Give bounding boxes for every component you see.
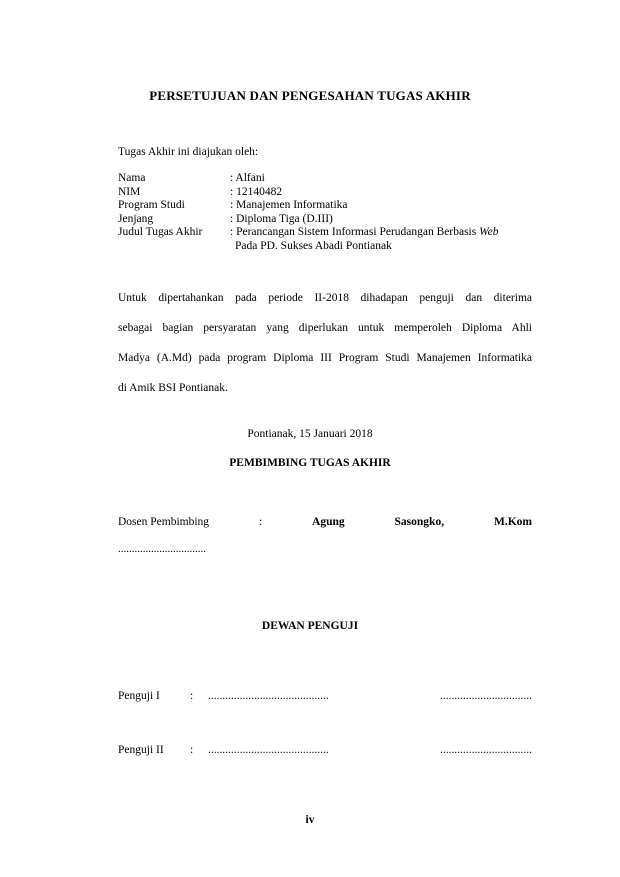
- info-value: : Alfani: [230, 172, 265, 184]
- penguji-name-line: ..........................................: [208, 744, 329, 756]
- penguji-row-1: [118, 690, 532, 702]
- penguji-signature-line: ................................: [440, 744, 532, 756]
- info-label: Program Studi: [118, 199, 185, 212]
- info-row-nim: [118, 186, 530, 200]
- date-place: Pontianak, 15 Januari 2018: [247, 428, 373, 440]
- dosen-name-part: M.Kom: [493, 516, 532, 528]
- document-title: PERSETUJUAN DAN PENGESAHAN TUGAS AKHIR: [149, 88, 471, 103]
- body-line: sebagai bagian persyaratan yang diperlukan untuk memperoleh Diploma Ahli: [118, 322, 532, 334]
- penguji-label: Penguji I: [118, 690, 160, 702]
- student-info: [118, 172, 530, 254]
- dewan-heading: DEWAN PENGUJI: [261, 620, 359, 632]
- penguji-colon: :: [190, 690, 194, 702]
- info-label: Jenjang: [118, 212, 154, 225]
- penguji-row-2: [118, 744, 532, 756]
- info-row-program-studi: [118, 199, 530, 213]
- judul-italic: Web: [479, 226, 499, 239]
- body-line: Madya (A.Md) pada program Diploma III Program Studi Manajemen Informatika: [118, 352, 532, 364]
- pembimbing-heading: PEMBIMBING TUGAS AKHIR: [229, 457, 391, 469]
- info-row-nama: [118, 172, 530, 186]
- judul-continuation: Pada PD. Sukses Abadi Pontianak: [235, 239, 392, 252]
- dosen-name-part: Agung: [312, 516, 345, 528]
- dosen-name-part: Sasongko,: [394, 516, 445, 528]
- penguji-signature-line: ................................: [440, 690, 532, 702]
- judul-text: : Perancangan Sistem Informasi Perudangan Berbasis: [230, 226, 480, 239]
- penguji-name-line: ..........................................: [208, 690, 329, 702]
- info-value: : Diploma Tiga (D.III): [230, 212, 333, 225]
- info-value: : 12140482: [230, 185, 283, 198]
- dosen-signature-line: ................................: [118, 543, 206, 555]
- info-value: : Manajemen Informatika: [230, 199, 348, 212]
- info-row-judul: [118, 226, 530, 253]
- body-paragraph: [118, 283, 532, 403]
- info-label: Nama: [118, 172, 146, 184]
- body-line: Untuk dipertahankan pada periode II-2018 dihadapan penguji dan diterima: [118, 292, 532, 304]
- body-line: di Amik BSI Pontianak.: [118, 382, 228, 394]
- dosen-colon: :: [258, 516, 263, 528]
- info-row-jenjang: [118, 213, 530, 227]
- intro-text: Tugas Akhir ini diajukan oleh:: [118, 146, 259, 158]
- page-number: iv: [305, 814, 315, 826]
- dosen-row: [118, 516, 532, 528]
- penguji-label: Penguji II: [118, 744, 164, 756]
- info-label: Judul Tugas Akhir: [118, 226, 203, 239]
- info-value-judul: [230, 226, 530, 253]
- info-label: NIM: [118, 185, 141, 198]
- penguji-colon: :: [190, 744, 194, 756]
- dosen-label: Dosen Pembimbing: [118, 516, 210, 528]
